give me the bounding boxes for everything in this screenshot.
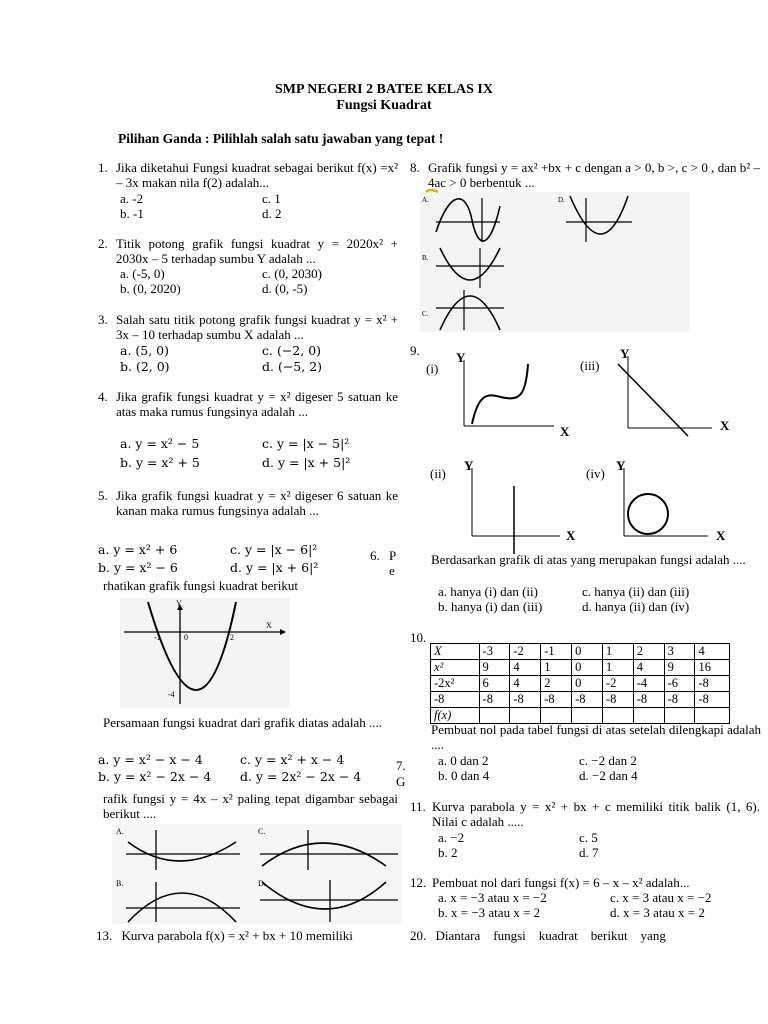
option-d: d. hanya (ii) dan (iv) bbox=[582, 599, 690, 614]
option-c: c. y = |x − 6|² bbox=[230, 542, 318, 557]
question-9-number: 9. bbox=[410, 343, 420, 358]
table-row bbox=[431, 692, 730, 708]
option-c: c. y = x² + x − 4 bbox=[240, 752, 345, 767]
table-cell: -8 bbox=[572, 692, 603, 708]
option-c: c. (−2, 0) bbox=[262, 343, 322, 358]
question-text: Kurva parabola f(x) = x² + bx + 10 memiliki bbox=[121, 928, 353, 943]
label-d: D. bbox=[558, 196, 565, 204]
graph-iv-circle bbox=[628, 494, 668, 534]
option-d: d. (−5, 2) bbox=[262, 359, 323, 374]
question-text: Jika grafik fungsi kuadrat y = x² digeser 5 satuan ke atas maka rumus fungsinya adalah ... bbox=[116, 389, 398, 419]
subject-title: Fungsi Kuadrat bbox=[336, 98, 432, 113]
question-text: Jika diketahui Fungsi kuadrat sebagai berikut f(x) =x² – 3x makan nila f(2) adalah... bbox=[116, 160, 398, 190]
y-label: Y bbox=[176, 599, 182, 608]
label-iv: (iv) bbox=[586, 466, 605, 481]
option-c: c. (0, 2030) bbox=[262, 266, 322, 281]
table-cell: 16 bbox=[695, 660, 730, 676]
question-10-number: 10. bbox=[410, 630, 427, 645]
label-b: B. bbox=[422, 254, 429, 262]
table-cell: 9 bbox=[664, 660, 695, 676]
label-ii: (ii) bbox=[430, 466, 446, 481]
option-c: c. 5 bbox=[579, 830, 598, 845]
table-cell: 2 bbox=[541, 676, 572, 692]
option-d: d. (0, -5) bbox=[262, 281, 308, 296]
label-c: C. bbox=[422, 310, 429, 318]
table-row bbox=[431, 676, 730, 692]
option-b: b. y = x² + 5 bbox=[120, 455, 200, 470]
option-b: b. y = x² − 6 bbox=[98, 560, 178, 575]
table-cell: 0 bbox=[572, 644, 603, 660]
option-c: c. x = 3 atau x = −2 bbox=[610, 890, 712, 905]
option-a: a. -2 bbox=[120, 191, 144, 206]
question-number: 11. bbox=[410, 799, 426, 814]
option-b: b. (2, 0) bbox=[120, 359, 170, 374]
question-number: 1. bbox=[98, 160, 108, 175]
table-cell: -8 bbox=[602, 692, 633, 708]
table-row bbox=[431, 644, 730, 660]
table-cell: -8 bbox=[695, 692, 730, 708]
option-c: c. y = |x − 5|² bbox=[262, 436, 350, 451]
option-b: b. x = −3 atau x = 2 bbox=[438, 905, 541, 920]
table-cell: -6 bbox=[664, 676, 695, 692]
table-cell: -8 bbox=[510, 692, 541, 708]
table-cell: -3 bbox=[479, 644, 510, 660]
y-label-i: Y bbox=[456, 350, 466, 365]
y-label-ii: Y bbox=[464, 458, 474, 473]
question-text: Diantara fungsi kuadrat berikut yang bbox=[435, 928, 666, 943]
table-cell: 4 bbox=[510, 660, 541, 676]
q8-graph-options bbox=[420, 192, 690, 332]
table-cell: -8 bbox=[479, 692, 510, 708]
question-text: Pembuat nol pada tabel fungsi di atas setelah dilengkapi adalah .... bbox=[431, 722, 761, 752]
table-cell: -2 bbox=[602, 676, 633, 692]
question-13 bbox=[96, 928, 396, 943]
option-a: a. y = x² + 6 bbox=[98, 542, 178, 557]
question-text: Salah satu titik potong grafik fungsi kuadrat y = x² + 3x – 10 terhadap sumbu X adalah ... bbox=[116, 312, 398, 342]
option-a: a. x = −3 atau x = −2 bbox=[438, 890, 547, 905]
table-cell: -4 bbox=[633, 676, 664, 692]
table-cell: 3 bbox=[664, 644, 695, 660]
x-label-iv: X bbox=[716, 528, 726, 543]
table-cell: 6 bbox=[479, 676, 510, 692]
label-d: D. bbox=[258, 879, 266, 888]
option-d: d. y = |x + 5|² bbox=[262, 455, 351, 470]
option-b: b. hanya (i) dan (iii) bbox=[438, 599, 543, 614]
table-cell: f(x) bbox=[431, 708, 480, 724]
table-cell: -8 bbox=[633, 692, 664, 708]
question-text: rafik fungsi y = 4x – x² paling tepat digambar sebagai berikut .... bbox=[103, 791, 398, 821]
option-a: a. (5, 0) bbox=[120, 343, 170, 358]
table-cell: 2 bbox=[633, 644, 664, 660]
table-cell: 1 bbox=[541, 660, 572, 676]
option-d: d. 2 bbox=[262, 206, 282, 221]
tick-2: 2 bbox=[230, 633, 234, 642]
question-6-lead-a: P bbox=[389, 548, 397, 563]
question-text: Kurva parabola y = x² + bx + c memiliki titik balik (1, 6). Nilai c adalah ..... bbox=[432, 799, 760, 829]
option-b: b. -1 bbox=[120, 206, 144, 221]
x-label-ii: X bbox=[566, 528, 576, 543]
option-d: d. y = 2x² − 2x − 4 bbox=[240, 769, 362, 784]
question-6-intro: rhatikan grafik fungsi kuadrat berikut bbox=[103, 578, 298, 593]
q6-parabola-graph bbox=[120, 598, 290, 708]
option-a: a. y = x² − 5 bbox=[120, 436, 200, 451]
tick-0: 0 bbox=[184, 633, 188, 642]
question-text: Jika grafik fungsi kuadrat y = x² digeser 6 satuan ke kanan maka rumus fungsinya adalah ... bbox=[116, 488, 398, 518]
label-a: A. bbox=[116, 827, 124, 836]
school-title: SMP NEGERI 2 BATEE KELAS IX bbox=[275, 82, 493, 97]
x-label-iii: X bbox=[720, 418, 730, 433]
question-text: Pembuat nol dari fungsi f(x) = 6 – x – x² adalah... bbox=[432, 875, 690, 890]
table-row bbox=[431, 660, 730, 676]
label-iii: (iii) bbox=[580, 358, 600, 373]
question-20 bbox=[410, 928, 760, 943]
question-7-number: 7. bbox=[396, 758, 406, 773]
highlight-mark bbox=[426, 190, 438, 192]
option-a: a. hanya (i) dan (ii) bbox=[438, 584, 538, 599]
option-b: b. (0, 2020) bbox=[120, 281, 181, 296]
question-number: 20. bbox=[410, 928, 427, 943]
question-number: 3. bbox=[98, 312, 108, 327]
label-b: B. bbox=[116, 879, 124, 888]
option-a: a. −2 bbox=[438, 830, 465, 845]
label-i: (i) bbox=[426, 361, 439, 376]
question-number: 5. bbox=[98, 488, 108, 503]
question-text: Grafik fungsi y = ax² +bx + c dengan a > 0, b >, c > 0 , dan b² – 4ac > 0 berbentuk ... bbox=[428, 160, 760, 190]
table-cell: 1 bbox=[602, 660, 633, 676]
option-b: b. 2 bbox=[438, 845, 458, 860]
instruction: Pilihan Ganda : Pilihlah salah satu jawaban yang tepat ! bbox=[118, 131, 444, 146]
option-b: b. y = x² − 2x − 4 bbox=[98, 769, 212, 784]
y-label-iii: Y bbox=[620, 346, 630, 361]
y-label-iv: Y bbox=[616, 458, 626, 473]
option-a: a. y = x² − x − 4 bbox=[98, 752, 203, 767]
table-cell: 9 bbox=[479, 660, 510, 676]
option-a: a. 0 dan 2 bbox=[438, 753, 489, 768]
option-d: d. x = 3 atau x = 2 bbox=[610, 905, 705, 920]
option-a: a. (-5, 0) bbox=[120, 266, 165, 281]
q7-graph-options bbox=[112, 824, 402, 924]
option-d: d. y = |x + 6|² bbox=[230, 560, 319, 575]
x-label: X bbox=[266, 621, 272, 630]
question-text: Persamaan fungsi kuadrat dari grafik diatas adalah .... bbox=[103, 715, 383, 730]
table-cell: -8 bbox=[664, 692, 695, 708]
table-cell: 4 bbox=[510, 676, 541, 692]
question-6-lead-b: e bbox=[389, 563, 395, 578]
table-cell: 1 bbox=[602, 644, 633, 660]
table-cell: 4 bbox=[633, 660, 664, 676]
label-a: A. bbox=[422, 196, 429, 204]
question-7-lead: G bbox=[396, 774, 406, 789]
option-c: c. −2 dan 2 bbox=[579, 753, 637, 768]
table-cell: -8 bbox=[695, 676, 730, 692]
table-cell: 4 bbox=[695, 644, 730, 660]
option-b: b. 0 dan 4 bbox=[438, 768, 490, 783]
question-number: 4. bbox=[98, 389, 108, 404]
table-cell: X bbox=[431, 644, 480, 660]
tick-neg1: -1 bbox=[154, 633, 161, 642]
q9-graphs bbox=[420, 346, 740, 546]
table-cell: 0 bbox=[572, 676, 603, 692]
x-label-i: X bbox=[560, 424, 570, 439]
table-cell: -2x² bbox=[431, 676, 480, 692]
table-cell: x² bbox=[431, 660, 480, 676]
graph-i-curve bbox=[472, 364, 528, 424]
table-cell: -1 bbox=[541, 644, 572, 660]
option-c: c. 1 bbox=[262, 191, 281, 206]
table-cell: -2 bbox=[510, 644, 541, 660]
option-d: d. 7 bbox=[579, 845, 599, 860]
table-cell: -8 bbox=[431, 692, 480, 708]
option-c: c. hanya (ii) dan (iii) bbox=[582, 584, 690, 599]
tick-neg4: -4 bbox=[168, 690, 175, 699]
question-text: Titik potong grafik fungsi kuadrat y = 2020x² + 2030x – 5 terhadap sumbu Y adalah ... bbox=[116, 236, 398, 266]
values-table bbox=[430, 643, 730, 724]
table-cell: 0 bbox=[572, 660, 603, 676]
question-number: 2. bbox=[98, 236, 108, 251]
label-c: C. bbox=[258, 827, 266, 836]
question-number: 13. bbox=[96, 928, 113, 943]
table-cell: -8 bbox=[541, 692, 572, 708]
question-number: 12. bbox=[410, 875, 427, 890]
question-number: 8. bbox=[410, 160, 420, 175]
question-6-number: 6. bbox=[370, 548, 380, 563]
option-d: d. −2 dan 4 bbox=[579, 768, 638, 783]
question-text: Berdasarkan grafik di atas yang merupakan fungsi adalah .... bbox=[431, 552, 746, 567]
